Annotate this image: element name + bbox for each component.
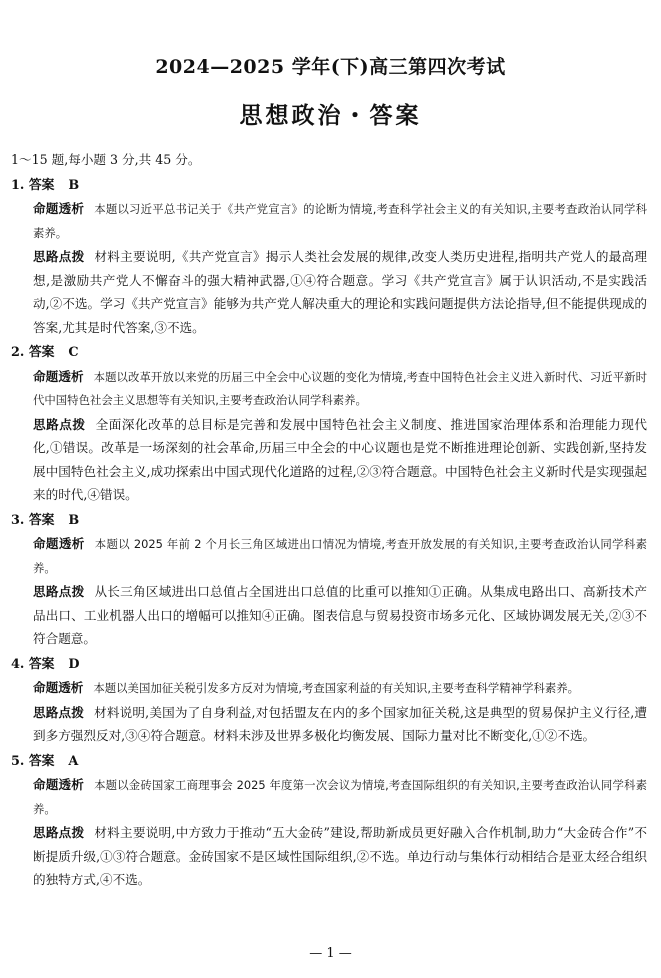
question-block	[11, 341, 647, 507]
page-number: — 1 —	[309, 946, 352, 961]
analysis-label: 命题透析	[33, 368, 84, 384]
question-block	[11, 174, 647, 340]
question-number: 3. 答案	[11, 512, 55, 528]
hint-label: 思路点拨	[33, 416, 86, 432]
hint-label: 思路点拨	[33, 584, 85, 599]
hint-text: 材料主要说明,中方致力于推动“五大金砖”建设,帮助新成员更好融入合作机制,助力“大金砖合作”不断提质升级,①③符合题意。金砖国家不是区域性国际组织,②不选。单边行动与集体行动相结合是亚太经合组织的独特方式,④不选。	[33, 825, 647, 887]
analysis-paragraph	[33, 197, 647, 245]
analysis-text: 本题以 2025 年前 2 个月长三角区域进出口情况为情境,考查开放发展的有关知识,主要考查政治认同学科素养。	[33, 537, 648, 575]
analysis-label: 命题透析	[33, 777, 85, 792]
hint-text: 从长三角区域进出口总值占全国进出口总值的比重可以推知①正确。从集成电路出口、高新技术产品出口、工业机器人出口的增幅可以推知④正确。图表信息与贸易投资市场多元化、区域协调发展无关,②③不符合题意。	[33, 584, 648, 646]
hint-label: 思路点拨	[33, 249, 85, 264]
page-title: 2024—2025 学年(下)高三第四次考试	[155, 56, 506, 78]
hint-text: 材料说明,美国为了自身利益,对包括盟友在内的多个国家加征关税,这是典型的贸易保护主义行径,遭到多方强烈反对,③④符合题意。材料未涉及世界多极化均衡发展、国际力量对比不断变化,①②不选。	[33, 704, 648, 743]
hint-paragraph	[33, 821, 647, 892]
answer-letter: A	[68, 753, 79, 769]
question-block	[11, 653, 647, 748]
question-number: 5. 答案	[11, 753, 55, 769]
page-subtitle: 思想政治・答案	[239, 102, 422, 129]
question-header	[11, 509, 647, 533]
analysis-label: 命题透析	[33, 680, 84, 695]
question-number: 4. 答案	[11, 656, 55, 672]
hint-text: 全面深化改革的总目标是完善和发展中国特色社会主义制度、推进国家治理体系和治理能力现代化,①错误。改革是一场深刻的社会革命,历届三中全会的中心议题也是党不断推进理论创新、实践创新,坚持发展中国特色社会主义,成功探索出中国式现代化道路的过程,②③符合题意。中国特色社会主义新时代是实现强起来的时代,④错误。	[33, 416, 648, 502]
analysis-paragraph	[33, 676, 647, 701]
hint-paragraph	[33, 701, 647, 748]
hint-paragraph	[33, 245, 647, 339]
analysis-paragraph	[33, 773, 647, 821]
hint-label: 思路点拨	[33, 704, 85, 720]
question-header	[11, 341, 647, 365]
analysis-label: 命题透析	[33, 536, 85, 551]
answer-letter: D	[68, 656, 80, 672]
hint-paragraph	[33, 413, 647, 507]
answer-content	[11, 148, 647, 892]
analysis-text: 本题以改革开放以来党的历届三中全会中心议题的变化为情境,考查中国特色社会主义进入新时代、习近平新时代中国特色社会主义思想等有关知识,主要考查政治认同学科素养。	[33, 369, 647, 407]
question-header	[11, 750, 647, 774]
analysis-label: 命题透析	[33, 201, 85, 216]
answer-letter: C	[68, 345, 79, 360]
analysis-paragraph	[33, 365, 647, 413]
question-header	[11, 174, 647, 198]
question-header	[11, 653, 647, 677]
question-block	[11, 509, 647, 651]
question-number: 2. 答案	[11, 345, 55, 360]
answer-letter: B	[68, 512, 80, 528]
analysis-text: 本题以金砖国家工商理事会 2025 年度第一次会议为情境,考查国际组织的有关知识,主要考查政治认同学科素养。	[33, 778, 647, 816]
analysis-text: 本题以美国加征关税引发多方反对为情境,考查国家利益的有关知识,主要考查科学精神学科素养。	[93, 681, 580, 695]
question-block	[11, 750, 647, 892]
hint-label: 思路点拨	[33, 825, 85, 840]
answer-letter: B	[68, 177, 80, 193]
hint-text: 材料主要说明,《共产党宣言》揭示人类社会发展的规律,改变人类历史进程,指明共产党人的最高理想,是激励共产党人不懈奋斗的强大精神武器,①④符合题意。学习《共产党宣言》属于认识活动,不是实践活动,②不选。学习《共产党宣言》能够为共产党人解决重大的理论和实践问题提供方法论指导,但不能提供现成的答案,尤其是时代答案,③不选。	[33, 249, 648, 335]
analysis-text: 本题以习近平总书记关于《共产党宣言》的论断为情境,考查科学社会主义的有关知识,主要考查政治认同学科素养。	[33, 202, 648, 240]
question-number: 1. 答案	[11, 177, 55, 193]
hint-paragraph	[33, 580, 647, 651]
section-intro: 1～15 题,每小题 3 分,共 45 分。	[11, 152, 201, 167]
analysis-paragraph	[33, 532, 647, 580]
